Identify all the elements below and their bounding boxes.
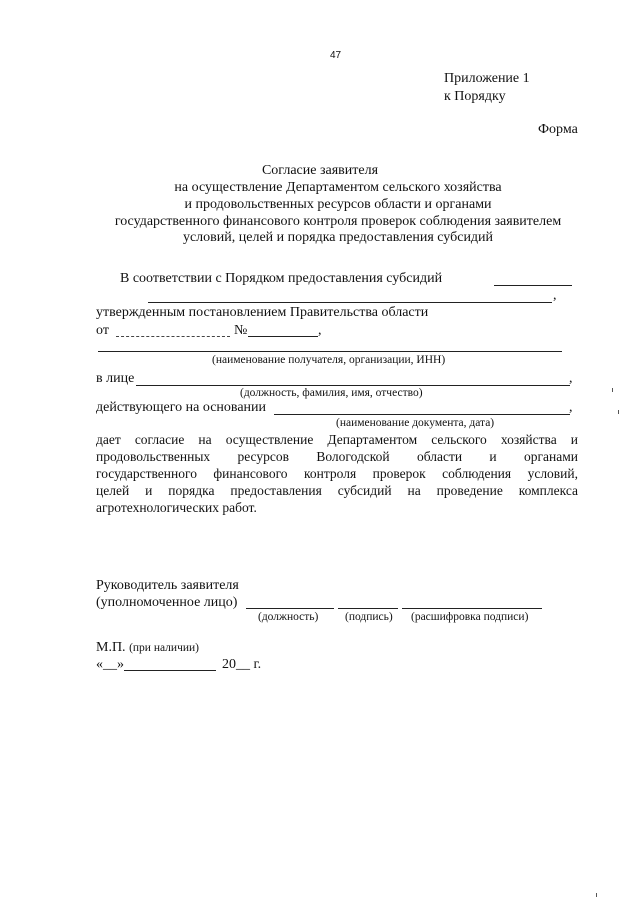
form-label: Форма [538, 122, 578, 137]
title-line-3: и продовольственных ресурсов области и органами [184, 197, 492, 212]
acting-basis-label: действующего на основании [96, 400, 267, 415]
month-blank[interactable] [124, 670, 216, 671]
scan-speck [596, 893, 597, 897]
caption-position-sig: (должность) [258, 611, 319, 623]
number-blank[interactable] [248, 336, 318, 337]
comma: , [553, 288, 557, 303]
caption-decoding: (расшифровка подписи) [411, 611, 529, 623]
consent-line-4: целей и порядка предоставления субсидий на проведение комплекса [96, 483, 578, 498]
head-label: Руководитель заявителя [96, 578, 239, 593]
in-person-label: в лице [96, 371, 135, 386]
caption-signature: (подпись) [345, 611, 393, 623]
title-line-2: на осуществление Департаментом сельского хозяйства [174, 180, 502, 195]
consent-line-2: продовольственных ресурсов Вологодской области и органами [96, 449, 578, 464]
scan-speck [618, 410, 619, 414]
comma-4: , [569, 400, 573, 415]
decoding-blank[interactable] [402, 608, 542, 609]
signature-blank[interactable] [338, 608, 398, 609]
approved-text: утвержденным постановлением Правительства области [96, 305, 429, 320]
scan-speck [612, 388, 613, 392]
position-blank[interactable] [246, 608, 334, 609]
stamp-if-any: (при наличии) [129, 642, 200, 654]
number-sign: № [234, 323, 248, 338]
date-year: 20__ г. [222, 657, 262, 672]
consent-line-1: дает согласие на осуществление Департаментом сельского хозяйства и [96, 432, 578, 447]
consent-line-3: государственного финансового контроля проверок соблюдения условий, [96, 466, 578, 481]
appendix-line-1: Приложение 1 [444, 71, 530, 86]
stamp-label [96, 640, 199, 656]
date-open: «__» [96, 657, 124, 672]
comma-3: , [569, 371, 573, 386]
stamp-mp: М.П. [96, 640, 126, 655]
person-blank[interactable] [136, 385, 570, 386]
consent-line-5: агротехнологических работ. [96, 500, 257, 515]
appendix-line-2: к Порядку [444, 89, 506, 104]
authorized-label: (уполномоченное лицо) [96, 595, 238, 610]
page-number: 47 [330, 50, 342, 61]
basis-blank[interactable] [274, 414, 570, 415]
caption-document: (наименование документа, дата) [336, 417, 495, 429]
intro-text: В соответствии с Порядком предоставления субсидий [120, 271, 443, 286]
comma-2: , [318, 323, 322, 338]
subsidy-blank-cont[interactable] [148, 302, 552, 303]
title-line-4: государственного финансового контроля проверок соблюдения заявителем [114, 214, 562, 229]
title-line-1: Согласие заявителя [261, 163, 379, 178]
recipient-blank[interactable] [98, 351, 562, 352]
subsidy-blank[interactable] [494, 285, 572, 286]
title-line-5: условий, целей и порядка предоставления субсидий [182, 230, 494, 245]
from-label: от [96, 323, 109, 338]
date-blank[interactable] [116, 336, 230, 337]
caption-position: (должность, фамилия, имя, отчество) [240, 387, 423, 399]
caption-recipient: (наименование получателя, организации, ИНН) [212, 354, 446, 366]
